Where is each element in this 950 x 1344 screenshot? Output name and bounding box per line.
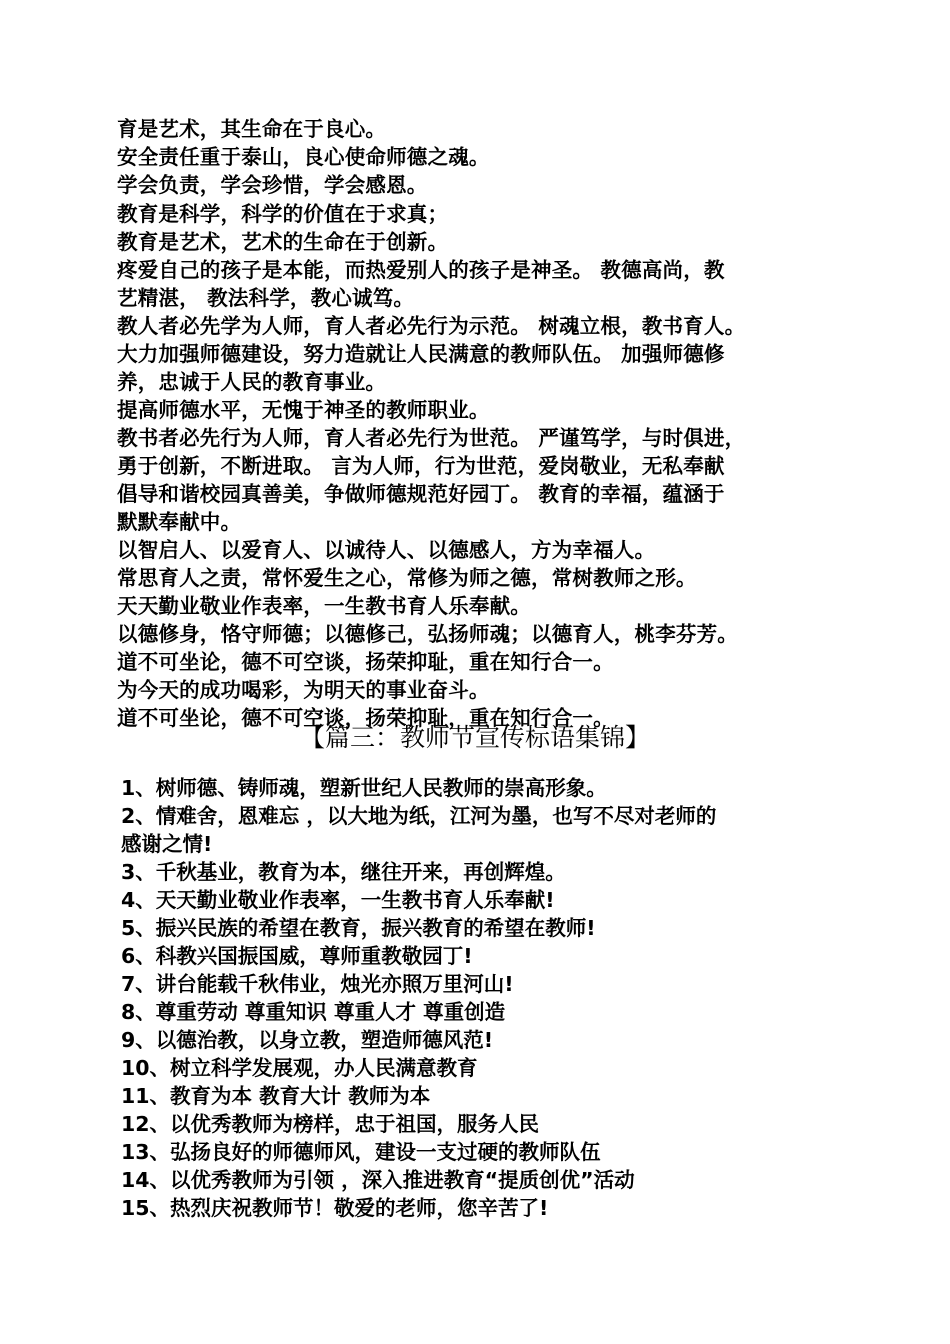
slogan-line: 勇于创新，不断进取。 言为人师，行为世范，爱岗敬业，无私奉献 <box>117 454 725 478</box>
list-item: 1、树师德、铸师魂，塑新世纪人民教师的崇高形象。 <box>121 776 607 800</box>
slogan-line: 养，忠诚于人民的教育事业。 <box>117 370 387 394</box>
slogan-line: 以德修身，恪守师德；以德修己，弘扬师魂；以德育人，桃李芬芳。 <box>117 622 738 646</box>
slogan-line: 教育是科学，科学的价值在于求真； <box>117 202 449 226</box>
list-item: 9、以德治教，以身立教，塑造师德风范! <box>121 1028 494 1052</box>
list-item: 5、振兴民族的希望在教育，振兴教育的希望在教师! <box>121 916 596 940</box>
slogan-line: 疼爱自己的孩子是本能，而热爱别人的孩子是神圣。 教德高尚，教 <box>117 258 725 282</box>
slogan-line: 道不可坐论，德不可空谈，扬荣抑耻，重在知行合一。 <box>117 650 614 674</box>
list-item: 13、弘扬良好的师德师风，建设一支过硬的教师队伍 <box>121 1140 601 1164</box>
list-item: 4、天天勤业敬业作表率，一生教书育人乐奉献! <box>121 888 555 912</box>
list-item: 2、情难舍，恩难忘 ，以大地为纸，江河为墨，也写不尽对老师的 <box>121 804 717 828</box>
slogan-line: 教育是艺术，艺术的生命在于创新。 <box>117 230 449 254</box>
slogan-line: 提高师德水平，无愧于神圣的教师职业。 <box>117 398 490 422</box>
slogan-line: 教人者必先学为人师，育人者必先行为示范。 树魂立根，教书育人。 <box>117 314 746 338</box>
list-item: 3、千秋基业，教育为本，继往开来，再创辉煌。 <box>121 860 566 884</box>
list-item: 11、教育为本 教育大计 教师为本 <box>121 1084 431 1108</box>
slogan-line: 天天勤业敬业作表率，一生教书育人乐奉献。 <box>117 594 531 618</box>
slogan-line: 道不可坐论，德不可空谈，扬荣抑耻，重在知行合一。 <box>117 706 614 730</box>
list-item: 8、尊重劳动 尊重知识 尊重人才 尊重创造 <box>121 1000 506 1024</box>
slogan-line: 育是艺术，其生命在于良心。 <box>117 117 387 141</box>
slogan-line: 默默奉献中。 <box>117 510 242 534</box>
list-item: 10、树立科学发展观，办人民满意教育 <box>121 1056 478 1080</box>
list-item: 12、以优秀教师为榜样，忠于祖国，服务人民 <box>121 1112 540 1136</box>
slogan-line: 倡导和谐校园真善美，争做师德规范好园丁。 教育的幸福，蕴涵于 <box>117 482 725 506</box>
slogan-line: 安全责任重于泰山，良心使命师德之魂。 <box>117 145 490 169</box>
list-item: 7、讲台能载千秋伟业，烛光亦照万里河山! <box>121 972 514 996</box>
slogan-line: 艺精湛， 教法科学，教心诚笃。 <box>117 286 415 310</box>
slogan-line: 大力加强师德建设，努力造就让人民满意的教师队伍。 加强师德修 <box>117 342 725 366</box>
slogan-line: 为今天的成功喝彩，为明天的事业奋斗。 <box>117 678 490 702</box>
list-item: 14、以优秀教师为引领 ，深入推进教育“提质创优”活动 <box>121 1168 635 1192</box>
list-item: 15、热烈庆祝教师节！敬爱的老师，您辛苦了! <box>121 1196 549 1220</box>
list-item: 6、科教兴国振国威，尊师重教敬园丁! <box>121 944 473 968</box>
section-heading: 【篇三：教师节宣传标语集锦】 <box>299 723 650 752</box>
slogan-line: 以智启人、以爱育人、以诚待人、以德感人，方为幸福人。 <box>117 538 656 562</box>
slogan-line: 学会负责，学会珍惜，学会感恩。 <box>117 173 428 197</box>
slogan-line: 教书者必先行为人师，育人者必先行为世范。 严谨笃学，与时俱进， <box>117 426 746 450</box>
list-item: 感谢之情! <box>121 832 213 856</box>
slogan-line: 常思育人之责，常怀爱生之心，常修为师之德，常树教师之形。 <box>117 566 697 590</box>
